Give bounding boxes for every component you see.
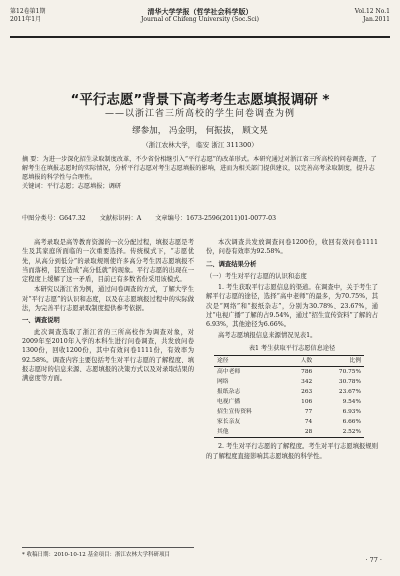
paragraph: 2. 考生对平行志愿的了解程度。考生对平行志愿填报规则的了解程度直接影响其志愿填报的科学性。 <box>206 443 378 460</box>
paragraph: 此次调查选取了浙江省的三所高校作为调查对象，对2009年至2010年入学的本科生进行问卷调查，共发放问卷1300份，回收1200份，其中有效问卷1111份，有效率为92.58%。调查内容主要包括考生对平行志愿的了解程度、填报志愿时的信息来源、志愿填报的决策方式以及对录取结果的满意度等方面。 <box>22 328 194 383</box>
classification-line <box>22 214 378 223</box>
table-cell: 74 <box>304 419 313 426</box>
table-cell: 2.52% <box>315 427 364 438</box>
header-volume <box>10 8 45 24</box>
table-header-cell: 途径 <box>214 356 285 367</box>
page-number: · 77 · <box>365 556 382 564</box>
running-header <box>10 6 390 38</box>
table-cell: 23.67% <box>338 389 361 396</box>
table-cell: 电视广播 <box>217 399 241 406</box>
paragraph: 1. 考生获取平行志愿信息的渠道。在调查中，关于考生了解平行志愿的途径，选择“高中老师”的最多，为70.75%，其次是“网络”和“报纸杂志”，分别为30.78%、23.67%，通过“电视广播”了解的占9.54%，通过“招生宣传资料”了解的占6.93%，其他途径为6.66%。 <box>206 284 378 329</box>
author-list: 缪参加， 冯金明， 何振拔， 顾文晃 <box>132 126 268 136</box>
table-row <box>214 387 364 397</box>
paragraph: 本研究以浙江省为例，通过问卷调查的方式，了解大学生对“平行志愿”的认识和态度，以及在志愿填报过程中的实际做法，为完善平行志愿录取制度提供参考依据。 <box>22 286 194 313</box>
data-table <box>214 355 364 438</box>
abstract-text: 摘 要：为进一步深化招生录取制度改革，不少省份相继引入“平行志愿”的改革形式。本研究通过对浙江省三所高校的问卷调查，了解考生在填报志愿时的实际情况，分析平行志愿对考生志愿填报的影响，进而为相关部门提供建议，以完善高考录取制度，提升志愿填报的科学性与合理性。 <box>22 156 377 181</box>
section-heading: 一、调查说明 <box>22 317 60 325</box>
paragraph: 高考录取是高等教育资源的一次分配过程，填报志愿是考生及其家庭所面临的一次重要选择。传统模式下，“志愿优先，从高分到低分”的录取规则使许多高分考生因志愿填报不当而落榜，甚至造成“高分低就”的现象。平行志愿的出现在一定程度上缓解了这一矛盾，目前已有多数省份采用该模式。 <box>22 239 194 284</box>
table-header-cell: 比例 <box>315 356 364 367</box>
table-cell: 30.78% <box>338 379 361 386</box>
table-header-cell: 人数 <box>285 356 316 367</box>
table-cell: 家长亲友 <box>217 419 241 426</box>
table-row <box>214 427 364 438</box>
paragraph: 本次调查共发放调查问卷1200份，收回有效问卷1111份，问卷有效率为92.58%。 <box>206 239 378 256</box>
table-cell: 9.54% <box>342 399 361 406</box>
table-cell: 6.93% <box>342 409 361 416</box>
table-cell: 招生宣传资料 <box>217 409 252 416</box>
table-body <box>214 367 364 438</box>
table-caption: 表1 考生获取平行志愿信息途径 <box>248 344 336 352</box>
left-column <box>22 238 194 384</box>
table-row <box>214 417 364 427</box>
header-issue-line: Vol.12 No.1 <box>354 8 390 15</box>
table-cell: 70.75% <box>338 369 361 376</box>
footnote: * 收稿日期：2010-10-12 基金项目：浙江农林大学科研项目 <box>22 547 194 558</box>
header-issue-date: Jan.2011 <box>362 16 390 23</box>
right-column <box>206 238 378 462</box>
article-title: “平行志愿”背景下高考考生志愿填报调研 * <box>70 92 330 108</box>
table-row <box>214 397 364 407</box>
table-cell: 6.66% <box>342 419 361 426</box>
subsection-heading: （一）考生对平行志愿的认识和态度 <box>206 272 307 280</box>
table-row <box>214 377 364 387</box>
table-cell: 342 <box>301 379 313 386</box>
section-heading: 二、调查结果分析 <box>206 260 257 268</box>
article-number: 文章编号：1673-2596(2011)01-0077-03 <box>155 215 277 222</box>
table-cell: 高中老师 <box>217 369 241 376</box>
affiliation: （浙江农林大学， 临安 浙江 311300） <box>142 141 258 149</box>
table-header-row <box>214 356 364 367</box>
table-row <box>214 367 364 378</box>
journal-name-cn: 清华大学学报（哲学社会科学版） <box>147 7 253 16</box>
clc-number: 中图分类号：G647.32 <box>22 215 86 222</box>
keywords: 关键词：平行志愿；志愿填报；调研 <box>22 183 121 190</box>
table-cell: 报纸杂志 <box>217 389 241 396</box>
table-cell: 786 <box>301 369 313 376</box>
table-cell: 其他 <box>214 427 285 438</box>
header-issue <box>355 8 390 24</box>
article-subtitle: ——以浙江省三所高校的学生问卷调查为例 <box>104 109 295 119</box>
table-cell: 263 <box>301 389 313 396</box>
header-volume-line: 第12卷第1期 <box>10 8 46 15</box>
table-cell: 网络 <box>217 379 229 386</box>
table-row <box>214 407 364 417</box>
header-date-line: 2011年1月 <box>10 16 42 23</box>
table-cell: 28 <box>285 427 316 438</box>
table-cell: 77 <box>304 409 313 416</box>
document-code: 文献标识码：A <box>99 215 142 222</box>
abstract-block <box>22 155 378 191</box>
header-journal <box>100 8 300 24</box>
table-cell: 106 <box>301 399 313 406</box>
paragraph: 高考志愿填报信息来源情况见表1。 <box>218 331 317 339</box>
journal-name-en: Journal of Chifeng University (Soc.Sci) <box>141 16 259 23</box>
